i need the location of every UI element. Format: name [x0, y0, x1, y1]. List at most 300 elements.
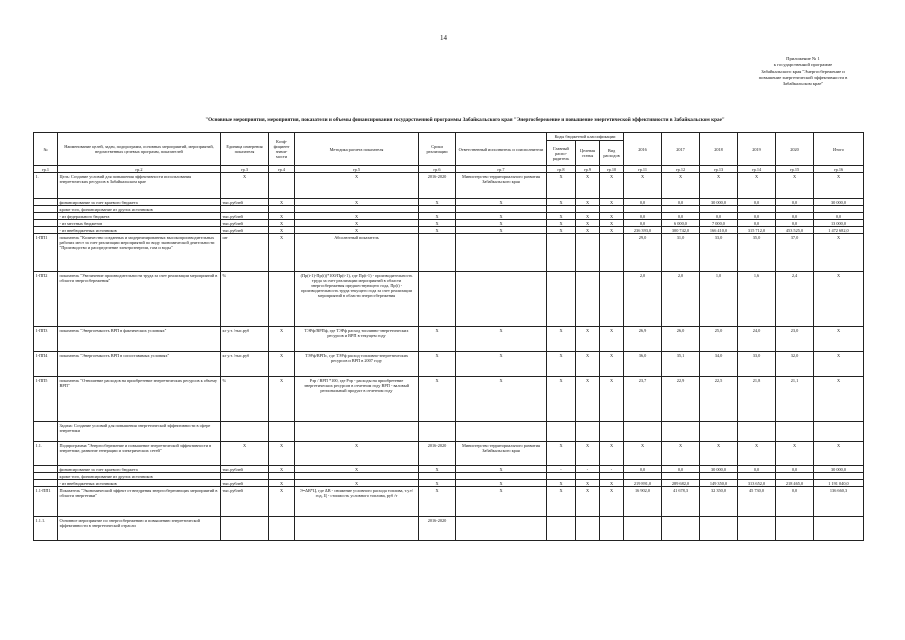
table-cell: X — [295, 173, 419, 199]
table-cell — [600, 234, 624, 272]
table-cell: X — [547, 199, 576, 206]
table-cell: 1-ПП1 — [34, 234, 58, 272]
table-cell — [456, 272, 547, 327]
table-cell — [700, 422, 738, 442]
table-cell: - из местных бюджетов — [58, 220, 221, 227]
table-cell: 0,0 — [662, 466, 700, 473]
table-cell: 166 410,0 — [700, 227, 738, 234]
table-cell — [34, 199, 58, 206]
column-number: гр.7 — [456, 166, 547, 173]
table-cell: X — [269, 234, 295, 272]
table-cell: X — [576, 220, 600, 227]
table-cell — [776, 473, 814, 480]
column-number: гр.14 — [738, 166, 776, 173]
header-year-2016: 2016 — [624, 133, 662, 166]
table-cell — [700, 206, 738, 213]
table-cell — [547, 272, 576, 327]
table-cell: 35,0 — [738, 234, 776, 272]
table-cell: 30 000,0 — [700, 466, 738, 473]
table-cell — [776, 517, 814, 541]
table-cell: X — [269, 487, 295, 517]
table-cell: X — [419, 480, 456, 487]
table-cell: X — [419, 213, 456, 220]
header-article: Целевая статья — [576, 141, 600, 166]
column-number: гр.16 — [814, 166, 864, 173]
appendix-note — [728, 56, 878, 87]
table-cell — [776, 422, 814, 442]
table-cell — [738, 473, 776, 480]
table-cell — [34, 480, 58, 487]
table-cell — [547, 517, 576, 541]
column-number: гр.5 — [295, 166, 419, 173]
table-cell — [34, 473, 58, 480]
table-cell — [576, 422, 600, 442]
table-cell: - из внебюджетных источников — [58, 227, 221, 234]
table-cell — [269, 173, 295, 199]
table-cell: X — [576, 377, 600, 422]
table-cell — [221, 206, 269, 213]
table-row — [34, 272, 864, 327]
table-cell: X — [738, 173, 776, 199]
table-cell — [419, 234, 456, 272]
table-cell: 34,0 — [700, 352, 738, 377]
table-cell: тыс.рублей — [221, 213, 269, 220]
table-cell — [419, 473, 456, 480]
table-cell: кроме того, финансирование из других источников — [58, 473, 221, 480]
header-year-2020: 2020 — [776, 133, 814, 166]
table-cell: X — [547, 213, 576, 220]
table-cell — [814, 473, 864, 480]
column-number: гр.3 — [221, 166, 269, 173]
table-cell: X — [600, 227, 624, 234]
table-cell: X — [269, 227, 295, 234]
table-cell: 21,1 — [776, 377, 814, 422]
table-cell: 1.1. — [34, 442, 58, 466]
table-cell: 16 902,0 — [624, 487, 662, 517]
table-cell: финансирование за счет краевого бюджета — [58, 199, 221, 206]
table-cell: - — [576, 466, 600, 473]
header-year-2018: 2018 — [700, 133, 738, 166]
table-row — [34, 199, 864, 206]
table-cell: финансирование за счет краевого бюджета — [58, 466, 221, 473]
table-cell: X — [269, 442, 295, 466]
table-cell: X — [576, 213, 600, 220]
table-cell: X — [814, 352, 864, 377]
table-cell: X — [456, 487, 547, 517]
table-cell: показатель "Отношение расходов на приобретение энергетических ресурсов к объему ВРП" — [58, 377, 221, 422]
table-cell: X — [547, 352, 576, 377]
table-cell — [600, 206, 624, 213]
table-cell — [419, 206, 456, 213]
table-cell: 0,0 — [776, 213, 814, 220]
table-cell: 24,0 — [738, 327, 776, 352]
table-cell — [600, 422, 624, 442]
table-cell: 1.1.1. — [34, 517, 58, 541]
table-cell: X — [221, 173, 269, 199]
table-row — [34, 206, 864, 213]
table-cell — [221, 517, 269, 541]
table-cell: 36,0 — [624, 352, 662, 377]
table-row — [34, 173, 864, 199]
table-cell: 2,0 — [662, 272, 700, 327]
table-cell: X — [600, 480, 624, 487]
table-cell: X — [269, 466, 295, 473]
table-cell: X — [419, 327, 456, 352]
header-executor: Ответственный исполнитель и соисполнители — [456, 133, 547, 166]
table-cell — [814, 422, 864, 442]
table-cell: X — [624, 173, 662, 199]
table-cell — [34, 206, 58, 213]
table-cell: X — [600, 173, 624, 199]
table-cell — [738, 206, 776, 213]
table-cell: 37,0 — [776, 234, 814, 272]
appendix-line: Забайкальском крае" — [782, 81, 824, 87]
column-number: гр.8 — [547, 166, 576, 173]
table-cell — [600, 473, 624, 480]
column-number: гр.2 — [58, 166, 221, 173]
table-cell: 0,0 — [738, 220, 776, 227]
table-row — [34, 473, 864, 480]
table-cell: 30 000,0 — [700, 199, 738, 206]
table-row — [34, 422, 864, 442]
table-cell: X — [600, 213, 624, 220]
header-year-2019: 2019 — [738, 133, 776, 166]
table-row — [34, 377, 864, 422]
table-cell: 7 000,0 — [700, 220, 738, 227]
table-cell: тыс.рублей — [221, 220, 269, 227]
table-cell: X — [456, 480, 547, 487]
table-cell: тыс.рублей — [221, 466, 269, 473]
table-cell: X — [547, 377, 576, 422]
table-cell — [419, 272, 456, 327]
appendix-line: Приложение № 1 — [786, 56, 820, 61]
table-cell: 1-ПП5 — [34, 377, 58, 422]
table-cell: X — [576, 487, 600, 517]
table-cell: 29,0 — [624, 234, 662, 272]
table-cell: (Пр(t-1)-Пр(t))*100/Пр(t-1), где Пр(t-1) - производительность труда за счет реализации мероприятий в области энергосбережения предшествующего года, Пр(t) - производительность труда текущего года за счет реализации мероприятий в области энергосбережения — [295, 272, 419, 327]
table-cell: - из внебюджетных источников — [58, 480, 221, 487]
table-cell: X — [419, 199, 456, 206]
table-cell: 32 350,0 — [700, 487, 738, 517]
table-cell: X — [419, 377, 456, 422]
column-number: гр.11 — [624, 166, 662, 173]
table-cell: 0,0 — [662, 213, 700, 220]
table-cell: X — [456, 199, 547, 206]
table-cell: X — [814, 173, 864, 199]
table-cell — [295, 206, 419, 213]
table-cell — [456, 422, 547, 442]
header-admin: Главный распо-рядитель — [547, 141, 576, 166]
table-cell: X — [419, 220, 456, 227]
table-cell: X — [814, 377, 864, 422]
table-cell — [34, 220, 58, 227]
table-cell — [221, 422, 269, 442]
table-cell — [576, 517, 600, 541]
table-cell: 33,0 — [738, 352, 776, 377]
table-cell — [600, 517, 624, 541]
column-number: гр.12 — [662, 166, 700, 173]
table-row — [34, 327, 864, 352]
table-cell: 0,0 — [624, 199, 662, 206]
table-cell: 218 465,0 — [776, 480, 814, 487]
table-cell: X — [662, 442, 700, 466]
table-cell: 0,0 — [738, 199, 776, 206]
column-number: гр.6 — [419, 166, 456, 173]
table-cell: X — [776, 442, 814, 466]
table-row — [34, 487, 864, 517]
table-cell — [738, 422, 776, 442]
table-cell: Министерство территориального развития Забайкальского края — [456, 173, 547, 199]
table-cell: X — [295, 213, 419, 220]
column-number: гр.13 — [700, 166, 738, 173]
table-cell: 1 472 682,0 — [814, 227, 864, 234]
table-cell: X — [456, 220, 547, 227]
table-cell: 2016-2020 — [419, 173, 456, 199]
table-cell — [34, 227, 58, 234]
table-cell: 1. — [34, 173, 58, 199]
table-cell: Подпрограмма "Энергосбережение и повышение энергетической эффективности в энергетике, развитие генерации и электрических сетей" — [58, 442, 221, 466]
table-cell: X — [700, 442, 738, 466]
table-cell — [662, 473, 700, 480]
table-cell: X — [576, 173, 600, 199]
table-cell: 30 000,0 — [814, 199, 864, 206]
table-cell: 21,8 — [738, 377, 776, 422]
table-cell — [295, 422, 419, 442]
table-cell: 23,0 — [776, 327, 814, 352]
table-cell — [600, 272, 624, 327]
table-cell: X — [419, 466, 456, 473]
table-cell: X — [738, 442, 776, 466]
table-cell: X — [600, 327, 624, 352]
table-cell: X — [624, 442, 662, 466]
table-cell: 2,4 — [776, 272, 814, 327]
table-cell: X — [576, 327, 600, 352]
table-cell: X — [776, 173, 814, 199]
table-cell — [576, 272, 600, 327]
table-cell: X — [456, 352, 547, 377]
header-coefficient: Коэф-фициент значи-мости — [269, 133, 295, 166]
table-cell — [814, 206, 864, 213]
table-cell — [269, 272, 295, 327]
table-row — [34, 517, 864, 541]
table-cell — [269, 473, 295, 480]
table-cell: - — [547, 466, 576, 473]
appendix-line: к государственной программе — [773, 62, 833, 68]
table-cell: 313 652,0 — [738, 480, 776, 487]
appendix-line: повышение энергетической эффективности в — [758, 74, 848, 80]
table-cell — [738, 517, 776, 541]
table-cell — [624, 517, 662, 541]
column-number: гр.9 — [576, 166, 600, 173]
table-cell: X — [576, 199, 600, 206]
table-cell — [456, 517, 547, 541]
table-cell: тыс.рублей — [221, 227, 269, 234]
table-cell: - из федерального бюджета — [58, 213, 221, 220]
table-cell — [662, 422, 700, 442]
table-cell: X — [576, 352, 600, 377]
table-cell: 0,0 — [624, 213, 662, 220]
table-cell — [547, 206, 576, 213]
table-cell: 236 393,0 — [624, 227, 662, 234]
table-cell: 22,5 — [700, 377, 738, 422]
table-cell: X — [547, 327, 576, 352]
table-cell: тыс.рублей — [221, 480, 269, 487]
table-cell: 0,0 — [776, 487, 814, 517]
table-cell: X — [269, 327, 295, 352]
table-cell — [576, 473, 600, 480]
header-term: Сроки реализации — [419, 133, 456, 166]
column-number: гр.15 — [776, 166, 814, 173]
table-cell — [700, 473, 738, 480]
table-cell: X — [600, 377, 624, 422]
table-cell: X — [221, 442, 269, 466]
table-cell: 0,0 — [776, 199, 814, 206]
table-cell: X — [576, 480, 600, 487]
table-cell: Показатель "Экономический эффект от внедрения энергосберегающих мероприятий в области энергетики" — [58, 487, 221, 517]
table-cell: кг у.т. /тыс.руб — [221, 352, 269, 377]
table-cell: 0,0 — [814, 213, 864, 220]
table-cell: показатель "Энергоемкость ВРП в фактических условиях" — [58, 327, 221, 352]
table-row — [34, 442, 864, 466]
table-cell — [576, 206, 600, 213]
table-cell: X — [295, 220, 419, 227]
table-cell: X — [814, 442, 864, 466]
table-cell: 6 000,0 — [662, 220, 700, 227]
table-cell: 1,6 — [738, 272, 776, 327]
table-cell: X — [600, 220, 624, 227]
table-cell: X — [295, 227, 419, 234]
table-cell: 0,0 — [776, 220, 814, 227]
table-cell — [295, 473, 419, 480]
table-cell: X — [295, 466, 419, 473]
table-cell: X — [456, 213, 547, 220]
table-cell: X — [700, 173, 738, 199]
table-cell: Министерство территориального развития Забайкальского края — [456, 442, 547, 466]
page-number: 14 — [440, 34, 447, 42]
table-cell: - — [600, 466, 624, 473]
table-cell — [269, 422, 295, 442]
table-cell: X — [456, 327, 547, 352]
header-year-2017: 2017 — [662, 133, 700, 166]
table-cell — [576, 234, 600, 272]
table-cell: X — [295, 442, 419, 466]
table-cell: 136 660,3 — [814, 487, 864, 517]
table-cell: X — [600, 442, 624, 466]
table-cell: 0,0 — [624, 466, 662, 473]
table-cell: 30 000,0 — [814, 466, 864, 473]
header-method: Методика расчета показателя — [295, 133, 419, 166]
table-cell: шт — [221, 234, 269, 272]
table-cell: X — [269, 199, 295, 206]
table-cell — [624, 206, 662, 213]
table-cell: X — [576, 442, 600, 466]
table-cell — [624, 422, 662, 442]
table-cell: 0,0 — [624, 220, 662, 227]
table-cell: 1 191 040,0 — [814, 480, 864, 487]
table-cell: X — [662, 173, 700, 199]
table-cell — [269, 517, 295, 541]
table-cell — [34, 466, 58, 473]
table-cell — [456, 234, 547, 272]
table-cell — [269, 206, 295, 213]
table-cell — [456, 473, 547, 480]
table-cell — [624, 473, 662, 480]
table-cell — [547, 473, 576, 480]
table-cell — [814, 517, 864, 541]
table-cell — [221, 473, 269, 480]
table-cell: ТЭРф/ВРПф, где ТЭРф расход топливно-энергетических ресурсов и ВРП в текущем году — [295, 327, 419, 352]
table-cell — [456, 206, 547, 213]
table-cell: 35,1 — [662, 352, 700, 377]
table-cell: показатель "Количество созданных и модернизированных высокопроизводительных рабочих мест за счет реализации мероприятий по виду экономической деятельности "Производство и распределение электроэнергии, газа и воды" — [58, 234, 221, 272]
table-cell: 289 682,0 — [662, 480, 700, 487]
table-cell — [547, 234, 576, 272]
table-cell: Основное мероприятие по энергосбережению и повышению энергетической эффективности в энергетической отрасли — [58, 517, 221, 541]
table-cell: 149 350,0 — [700, 480, 738, 487]
table-cell: X — [576, 227, 600, 234]
table-cell: 45 730,0 — [738, 487, 776, 517]
appendix-line: Забайкальского края "Энергосбережение и — [761, 68, 845, 74]
header-name: Наименование целей, задач, подпрограмм, основных мероприятий, мероприятий, ведомственных целевых программ, показателей — [58, 133, 221, 166]
table-cell: X — [600, 487, 624, 517]
table-cell: тыс.рублей — [221, 199, 269, 206]
table-cell: 33,0 — [700, 234, 738, 272]
table-row — [34, 213, 864, 220]
table-cell — [419, 422, 456, 442]
header-unit: Единица измерения показателя — [221, 133, 269, 166]
column-number: гр.10 — [600, 166, 624, 173]
table-cell: 219 891,0 — [624, 480, 662, 487]
table-cell: 2016-2020 — [419, 517, 456, 541]
table-cell — [662, 517, 700, 541]
table-row — [34, 234, 864, 272]
table-cell: 41 678,3 — [662, 487, 700, 517]
table-cell: X — [547, 220, 576, 227]
header-budget-codes: Коды бюджетной классификации — [547, 133, 624, 141]
table-cell — [34, 213, 58, 220]
table-cell — [34, 422, 58, 442]
table-cell: ТЭРф/ВРПс, где ТЭРф расход топливно-энергетических ресурсов и ВРП в 2007 году — [295, 352, 419, 377]
table-cell: 26,0 — [662, 327, 700, 352]
table-cell: Э=ΔВ*Ц, где ΔВ - снижение условного расхода топлива, т.у.т/год, Ц - стоимость условного топлива, руб /т — [295, 487, 419, 517]
table-cell: X — [600, 199, 624, 206]
table-cell: Задача: Создание условий для повышения энергетической эффективности в сфере энергетики — [58, 422, 221, 442]
table-cell: 13 000,0 — [814, 220, 864, 227]
table-cell: X — [547, 442, 576, 466]
program-table — [33, 132, 864, 541]
table-row — [34, 352, 864, 377]
table-cell: 1,0 — [700, 272, 738, 327]
header-num: № — [34, 133, 58, 166]
table-cell: показатель "Энергоемкость ВРП в сопоставимых условиях" — [58, 352, 221, 377]
table-row — [34, 466, 864, 473]
table-cell: X — [419, 352, 456, 377]
table-cell: Рэр / ВРП *100, где Рэр - расходы на приобретение энергетических ресурсов в отчетном году ВРП - валовый региональный продукт в отчетном году — [295, 377, 419, 422]
table-cell: Цель: Создание условий для повышения эффективности использования энергетических ресурсов в Забайкальском крае — [58, 173, 221, 199]
table-cell: 1.1-ПП1 — [34, 487, 58, 517]
table-cell: X — [547, 173, 576, 199]
table-cell — [662, 206, 700, 213]
table-cell: X — [814, 327, 864, 352]
table-cell: X — [600, 352, 624, 377]
table-cell: X — [269, 213, 295, 220]
table-body — [34, 173, 864, 541]
document-title: "Основные мероприятия, мероприятия, показатели и объемы финансирования государственной программы Забайкальского края "Энергосбережение и повышение энергетической эффективности в Забайкальском крае" — [205, 117, 725, 123]
table-cell: X — [547, 480, 576, 487]
table-cell: 22,9 — [662, 377, 700, 422]
table-cell — [700, 517, 738, 541]
table-cell: X — [547, 487, 576, 517]
